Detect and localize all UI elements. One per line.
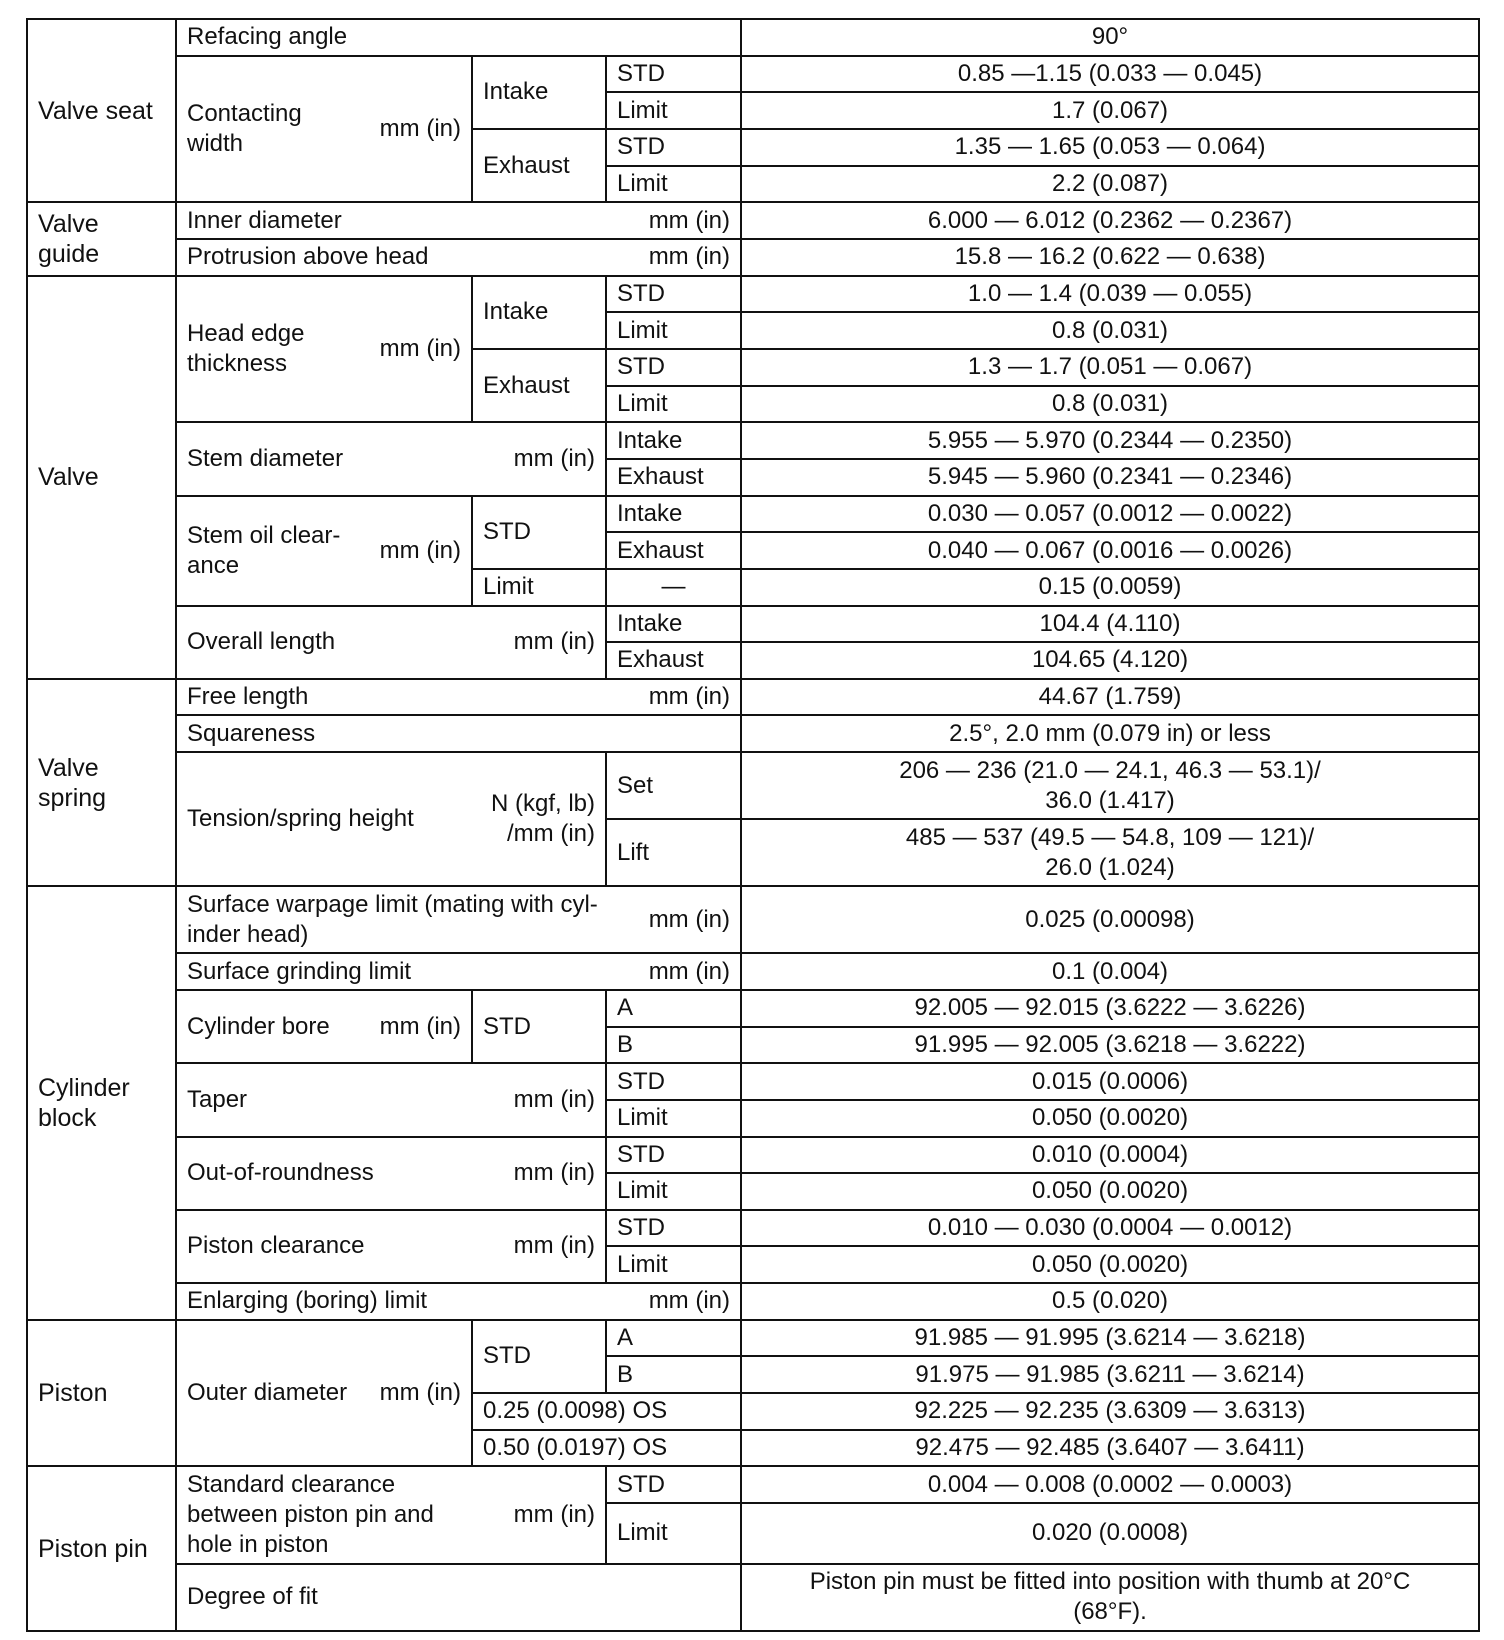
qualifier-limit: Limit	[472, 569, 606, 606]
label-degree-of-fit: Degree of fit	[176, 1564, 741, 1631]
qualifier-limit: Limit	[606, 1100, 741, 1137]
qualifier-limit: Limit	[606, 1503, 741, 1564]
value-head-exhaust-std: 1.3 — 1.7 (0.051 — 0.067)	[741, 349, 1479, 386]
value-roundness-limit: 0.050 (0.0020)	[741, 1173, 1479, 1210]
qualifier-intake: Intake	[606, 606, 741, 643]
label-warpage: Surface warpage limit (mating with cyl- inder head) mm (in)	[176, 886, 741, 953]
qualifier-dash: —	[606, 569, 741, 606]
value-clearance-limit: 0.050 (0.0020)	[741, 1246, 1479, 1283]
qualifier-std: STD	[606, 276, 741, 313]
qualifier-b: B	[606, 1027, 741, 1064]
value-length-intake: 104.4 (4.110)	[741, 606, 1479, 643]
label-grinding: Surface grinding limit mm (in)	[176, 953, 741, 990]
label-taper: Taper mm (in)	[176, 1063, 606, 1136]
qualifier-std: STD	[606, 1466, 741, 1503]
value-bore-a: 92.005 — 92.015 (3.6222 — 3.6226)	[741, 990, 1479, 1027]
qualifier-lift: Lift	[606, 819, 741, 886]
qualifier-limit: Limit	[606, 166, 741, 203]
value-inner-diameter: 6.000 — 6.012 (0.2362 — 0.2367)	[741, 202, 1479, 239]
label-os-050: 0.50 (0.0197) OS	[472, 1430, 741, 1467]
label-overall-length: Overall length mm (in)	[176, 606, 606, 679]
label-standard-clearance: Standard clearance between piston pin and hole in piston mm (in)	[176, 1466, 606, 1563]
category-valve-guide: Valve guide	[27, 202, 176, 275]
value-oil-std-intake: 0.030 — 0.057 (0.0012 — 0.0022)	[741, 496, 1479, 533]
label-enlarging: Enlarging (boring) limit mm (in)	[176, 1283, 741, 1320]
qualifier-exhaust: Exhaust	[606, 642, 741, 679]
value-seat-intake-std: 0.85 —1.15 (0.033 — 0.045)	[741, 56, 1479, 93]
label-stem-oil-clearance: Stem oil clear- ance mm (in)	[176, 496, 472, 606]
label-stem-diameter: Stem diameter mm (in)	[176, 422, 606, 495]
qualifier-std: STD	[472, 990, 606, 1063]
label-refacing-angle: Refacing angle	[176, 19, 741, 56]
value-tension-set: 206 — 236 (21.0 — 24.1, 46.3 — 53.1)/ 36.0 (1.417)	[741, 752, 1479, 819]
category-valve-seat: Valve seat	[27, 19, 176, 202]
value-clearance-std: 0.010 — 0.030 (0.0004 — 0.0012)	[741, 1210, 1479, 1247]
value-enlarging: 0.5 (0.020)	[741, 1283, 1479, 1320]
value-head-intake-limit: 0.8 (0.031)	[741, 312, 1479, 349]
category-piston: Piston	[27, 1320, 176, 1467]
category-cylinder-block: Cylinder block	[27, 886, 176, 1320]
value-stem-intake: 5.955 — 5.970 (0.2344 — 0.2350)	[741, 422, 1479, 459]
value-stem-exhaust: 5.945 — 5.960 (0.2341 — 0.2346)	[741, 459, 1479, 496]
value-oil-limit: 0.15 (0.0059)	[741, 569, 1479, 606]
label-squareness: Squareness	[176, 715, 741, 752]
category-piston-pin: Piston pin	[27, 1466, 176, 1631]
label-inner-diameter: Inner diameter mm (in)	[176, 202, 741, 239]
value-head-intake-std: 1.0 — 1.4 (0.039 — 0.055)	[741, 276, 1479, 313]
value-pin-std: 0.004 — 0.008 (0.0002 — 0.0003)	[741, 1466, 1479, 1503]
label-out-of-roundness: Out-of-roundness mm (in)	[176, 1137, 606, 1210]
label-contacting-width: Contacting width mm (in)	[176, 56, 472, 203]
value-os-025: 92.225 — 92.235 (3.6309 — 3.6313)	[741, 1393, 1479, 1430]
label-protrusion: Protrusion above head mm (in)	[176, 239, 741, 276]
value-free-length: 44.67 (1.759)	[741, 679, 1479, 716]
service-spec-table	[26, 18, 1480, 1632]
value-tension-lift: 485 — 537 (49.5 — 54.8, 109 — 121)/ 26.0 (1.024)	[741, 819, 1479, 886]
qualifier-limit: Limit	[606, 1246, 741, 1283]
qualifier-intake: Intake	[606, 496, 741, 533]
qualifier-b: B	[606, 1356, 741, 1393]
value-oil-std-exhaust: 0.040 — 0.067 (0.0016 — 0.0026)	[741, 532, 1479, 569]
qualifier-std: STD	[606, 56, 741, 93]
value-os-050: 92.475 — 92.485 (3.6407 — 3.6411)	[741, 1430, 1479, 1467]
value-length-exhaust: 104.65 (4.120)	[741, 642, 1479, 679]
qualifier-std: STD	[606, 1137, 741, 1174]
qualifier-std: STD	[606, 129, 741, 166]
qualifier-intake: Intake	[472, 56, 606, 129]
category-valve-spring: Valve spring	[27, 679, 176, 886]
qualifier-limit: Limit	[606, 312, 741, 349]
value-protrusion: 15.8 — 16.2 (0.622 — 0.638)	[741, 239, 1479, 276]
qualifier-intake: Intake	[472, 276, 606, 349]
value-roundness-std: 0.010 (0.0004)	[741, 1137, 1479, 1174]
qualifier-set: Set	[606, 752, 741, 819]
qualifier-std: STD	[472, 1320, 606, 1393]
qualifier-intake: Intake	[606, 422, 741, 459]
value-taper-std: 0.015 (0.0006)	[741, 1063, 1479, 1100]
value-degree-of-fit: Piston pin must be fitted into position with thumb at 20°C (68°F).	[741, 1564, 1479, 1631]
category-valve: Valve	[27, 276, 176, 679]
qualifier-limit: Limit	[606, 92, 741, 129]
value-bore-b: 91.995 — 92.005 (3.6218 — 3.6222)	[741, 1027, 1479, 1064]
value-pin-limit: 0.020 (0.0008)	[741, 1503, 1479, 1564]
qualifier-std: STD	[606, 349, 741, 386]
qualifier-exhaust: Exhaust	[472, 349, 606, 422]
label-tension: Tension/spring height N (kgf, lb) /mm (in)	[176, 752, 606, 886]
label-os-025: 0.25 (0.0098) OS	[472, 1393, 741, 1430]
value-grinding: 0.1 (0.004)	[741, 953, 1479, 990]
value-warpage: 0.025 (0.00098)	[741, 886, 1479, 953]
qualifier-std: STD	[606, 1063, 741, 1100]
qualifier-a: A	[606, 1320, 741, 1357]
value-piston-b: 91.975 — 91.985 (3.6211 — 3.6214)	[741, 1356, 1479, 1393]
label-free-length: Free length mm (in)	[176, 679, 741, 716]
value-head-exhaust-limit: 0.8 (0.031)	[741, 386, 1479, 423]
qualifier-limit: Limit	[606, 386, 741, 423]
qualifier-std: STD	[472, 496, 606, 569]
value-piston-a: 91.985 — 91.995 (3.6214 — 3.6218)	[741, 1320, 1479, 1357]
value-seat-exhaust-std: 1.35 — 1.65 (0.053 — 0.064)	[741, 129, 1479, 166]
label-piston-clearance: Piston clearance mm (in)	[176, 1210, 606, 1283]
qualifier-exhaust: Exhaust	[472, 129, 606, 202]
qualifier-std: STD	[606, 1210, 741, 1247]
qualifier-a: A	[606, 990, 741, 1027]
value-taper-limit: 0.050 (0.0020)	[741, 1100, 1479, 1137]
value-refacing-angle: 90°	[741, 19, 1479, 56]
label-outer-diameter: Outer diameter mm (in)	[176, 1320, 472, 1467]
label-head-edge: Head edge thickness mm (in)	[176, 276, 472, 423]
qualifier-exhaust: Exhaust	[606, 532, 741, 569]
value-squareness: 2.5°, 2.0 mm (0.079 in) or less	[741, 715, 1479, 752]
qualifier-limit: Limit	[606, 1173, 741, 1210]
value-seat-intake-limit: 1.7 (0.067)	[741, 92, 1479, 129]
value-seat-exhaust-limit: 2.2 (0.087)	[741, 166, 1479, 203]
label-cylinder-bore: Cylinder bore mm (in)	[176, 990, 472, 1063]
qualifier-exhaust: Exhaust	[606, 459, 741, 496]
